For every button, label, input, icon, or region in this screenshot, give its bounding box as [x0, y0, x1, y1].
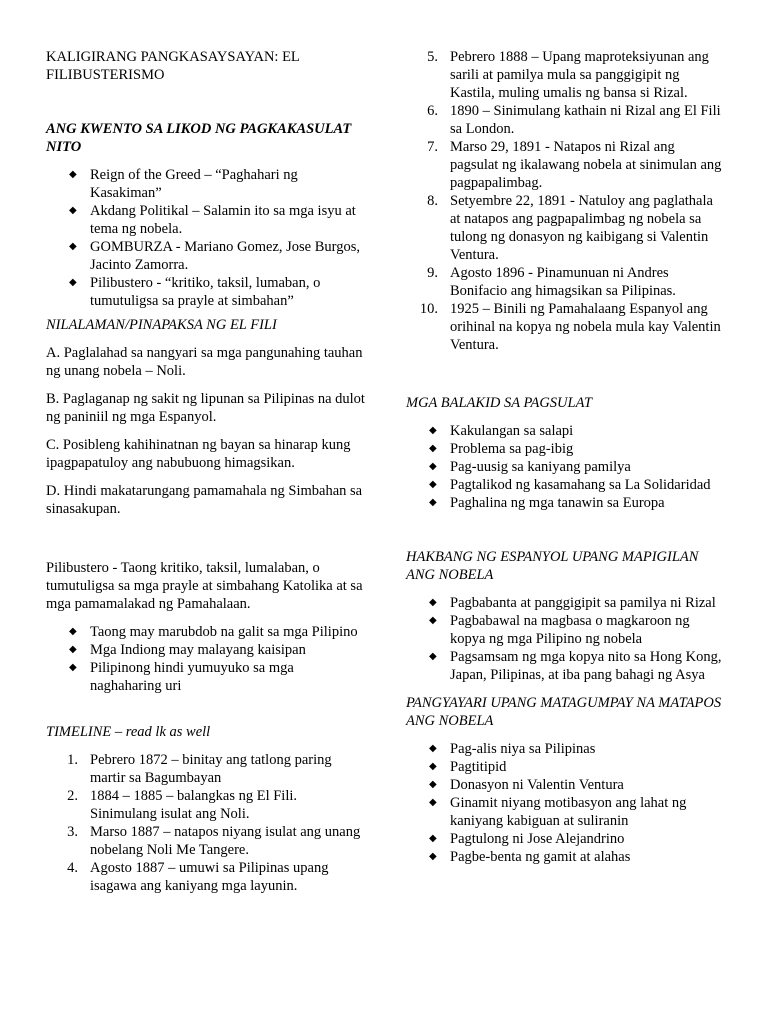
list-item: ◆ Akdang Politikal – Salamin ito sa mga isyu at tema ng nobela.: [46, 202, 366, 238]
item-text: 1925 – Binili ng Pamahalaang Espanyol ang orihinal na kopya ng nobela mula kay Valentin Ventura.: [450, 301, 721, 353]
spanish-steps-list: [406, 594, 726, 684]
item-text: 1890 – Sinimulang kathain ni Rizal ang El Fili sa London.: [450, 103, 721, 137]
item-number: 5.: [427, 49, 438, 65]
timeline-item: [46, 823, 366, 859]
success-heading: PANGYAYARI UPANG MATAGUMPAY NA MATAPOS ANG NOBELA: [406, 695, 722, 729]
timeline-item: [46, 787, 366, 823]
item-number: 10.: [419, 301, 438, 317]
spanish-steps-heading: HAKBANG NG ESPANYOL UPANG MAPIGILAN ANG NOBELA: [406, 549, 699, 583]
list-item: ◆ Pagsamsam ng mga kopya nito sa Hong Kong, Japan, Pilipinas, at iba pang bahagi ng Asya: [406, 648, 726, 684]
list-item: ◆ Pagbabawal na magbasa o magkaroon ng kopya ng mga Pilipino ng nobela: [406, 612, 726, 648]
right-column: [406, 48, 726, 866]
content-paragraph: C. Posibleng kahihinatnan ng bayan sa hinarap kung ipagpapatuloy ang nabubuong himagsikan.: [46, 437, 351, 471]
item-text: Agosto 1896 - Pinamunuan ni Andres Bonifacio ang himagsikan sa Pilipinas.: [450, 265, 676, 299]
left-column: [46, 48, 366, 895]
list-item: ◆ Pag-uusig sa kaniyang pamilya: [406, 458, 726, 476]
obstacles-list: [406, 422, 726, 512]
timeline-item: [406, 102, 726, 138]
timeline-item: [406, 192, 726, 264]
content-paragraph: D. Hindi makatarungang pamamahala ng Simbahan sa sinasakupan.: [46, 483, 363, 517]
item-text: Marso 1887 – natapos niyang isulat ang unang nobelang Noli Me Tangere.: [90, 824, 361, 858]
item-number: 9.: [427, 265, 438, 281]
list-item: ◆ Problema sa pag-ibig: [406, 440, 726, 458]
item-number: 7.: [427, 139, 438, 155]
list-item: ◆ Pilibustero - “kritiko, taksil, lumaban, o tumutuligsa sa prayle at simbahan”: [46, 274, 366, 310]
list-item: ◆ Mga Indiong may malayang kaisipan: [46, 641, 366, 659]
list-item: ◆ Reign of the Greed – “Paghahari ng Kasakiman”: [46, 166, 366, 202]
pilibustero-list: [46, 623, 366, 695]
content-paragraph: A. Paglalahad sa nangyari sa mga pangunahing tauhan ng unang nobela – Noli.: [46, 345, 363, 379]
list-item: ◆ Pagtitipid: [406, 758, 726, 776]
list-item: ◆ Pilipinong hindi yumuyuko sa mga naghaharing uri: [46, 659, 366, 695]
success-list: [406, 740, 726, 866]
story-heading: ANG KWENTO SA LIKOD NG PAGKAKASULAT NITO: [46, 121, 352, 155]
timeline-heading: TIMELINE – read lk as well: [46, 724, 211, 740]
item-number: 4.: [67, 860, 78, 876]
list-item: ◆ Pagbe-benta ng gamit at alahas: [406, 848, 726, 866]
item-number: 2.: [67, 788, 78, 804]
list-item: ◆ Pagbabanta at panggigipit sa pamilya ni Rizal: [406, 594, 726, 612]
item-number: 6.: [427, 103, 438, 119]
list-item: ◆ Paghalina ng mga tanawin sa Europa: [406, 494, 726, 512]
timeline-item: [406, 300, 726, 354]
list-item: ◆ Pagtalikod ng kasamahang sa La Solidaridad: [406, 476, 726, 494]
content-heading: NILALAMAN/PINAPAKSA NG EL FILI: [46, 317, 277, 333]
item-text: Agosto 1887 – umuwi sa Pilipinas upang isagawa ang kaniyang mga layunin.: [90, 860, 329, 894]
list-item: ◆ GOMBURZA - Mariano Gomez, Jose Burgos, Jacinto Zamorra.: [46, 238, 366, 274]
list-item: ◆ Taong may marubdob na galit sa mga Pilipino: [46, 623, 366, 641]
timeline-list-right: [406, 48, 726, 354]
document-title: KALIGIRANG PANGKASAYSAYAN: EL FILIBUSTERISMO: [46, 49, 300, 83]
timeline-item: [406, 48, 726, 102]
item-text: 1884 – 1885 – balangkas ng El Fili. Sinimulang isulat ang Noli.: [90, 788, 298, 822]
list-item: ◆ Kakulangan sa salapi: [406, 422, 726, 440]
content-paragraph: B. Paglaganap ng sakit ng lipunan sa Pilipinas na dulot ng paniniil ng mga Espanyol.: [46, 391, 365, 425]
timeline-item: [46, 751, 366, 787]
item-text: Setyembre 22, 1891 - Natuloy ang paglathala at natapos ang pagpapalimbag ng nobela sa tulong ng donasyon ng kaibigang si Valentin Ventura.: [450, 193, 713, 263]
story-list: [46, 166, 366, 310]
timeline-item: [406, 138, 726, 192]
list-item: ◆ Pagtulong ni Jose Alejandrino: [406, 830, 726, 848]
item-text: Pebrero 1888 – Upang maproteksiyunan ang sarili at pamilya mula sa panggigipit ng Kastila, muling umalis ng bansa si Rizal.: [450, 49, 709, 101]
item-number: 3.: [67, 824, 78, 840]
list-item: ◆ Ginamit niyang motibasyon ang lahat ng kaniyang kabiguan at suliranin: [406, 794, 726, 830]
item-text: Marso 29, 1891 - Natapos ni Rizal ang pagsulat ng ikalawang nobela at sinimulan ang pagpapalimbag.: [450, 139, 722, 191]
timeline-list-left: [46, 751, 366, 895]
list-item: ◆ Pag-alis niya sa Pilipinas: [406, 740, 726, 758]
item-number: 8.: [427, 193, 438, 209]
timeline-item: [46, 859, 366, 895]
item-text: Pebrero 1872 – binitay ang tatlong paring martir sa Bagumbayan: [90, 752, 332, 786]
list-item: ◆ Donasyon ni Valentin Ventura: [406, 776, 726, 794]
obstacles-heading: MGA BALAKID SA PAGSULAT: [406, 395, 592, 411]
pilibustero-definition: Pilibustero - Taong kritiko, taksil, lumalaban, o tumutuligsa sa mga prayle at simbahang Katolika at sa mga pamamalakad ng Pamahalaan.: [46, 560, 363, 612]
item-number: 1.: [67, 752, 78, 768]
timeline-item: [406, 264, 726, 300]
